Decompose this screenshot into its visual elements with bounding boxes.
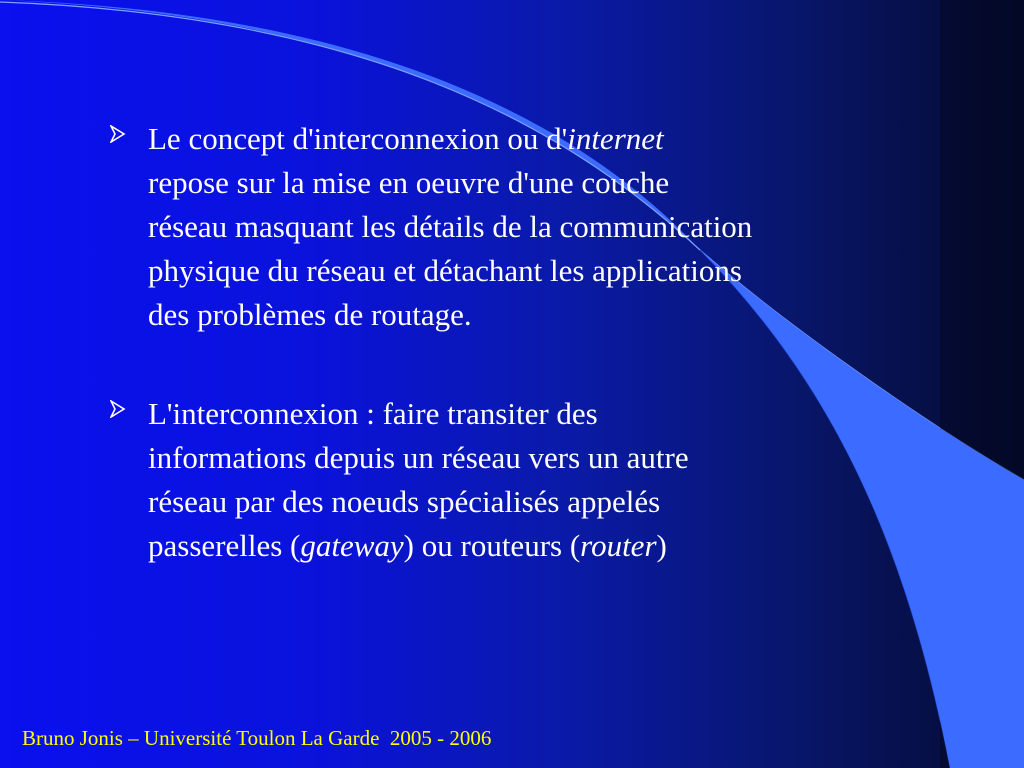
text-run: ) <box>656 528 667 563</box>
text-line: L'interconnexion : faire transiter des <box>148 396 598 431</box>
bullet-text-1 <box>148 117 910 337</box>
text-line: réseau par des noeuds spécialisés appelés <box>148 484 661 519</box>
footer-credit: Bruno Jonis – Université Toulon La Garde 2005 - 2006 <box>22 726 492 750</box>
italic-term: internet <box>567 121 664 156</box>
bullet-item-1 <box>110 117 910 337</box>
text-line: informations depuis un réseau vers un autre <box>148 440 689 475</box>
italic-term: gateway <box>300 528 404 563</box>
text-run: ) ou routeurs ( <box>403 528 581 563</box>
text-line: repose sur la mise en oeuvre d'une couche <box>148 165 670 200</box>
text-line: réseau masquant les détails de la communication <box>148 209 753 244</box>
arrow-bullet-icon <box>110 400 126 418</box>
text-line <box>148 524 910 568</box>
text-line <box>148 117 910 161</box>
text-line: des problèmes de routage. <box>148 297 472 332</box>
text-run: Le concept d'interconnexion ou d' <box>148 121 568 156</box>
text-run: passerelles ( <box>148 528 301 563</box>
bullet-text-2 <box>148 392 910 568</box>
text-line: physique du réseau et détachant les applications <box>148 253 742 288</box>
italic-term: router <box>580 528 657 563</box>
bullet-item-2 <box>110 392 910 568</box>
arrow-bullet-icon <box>110 125 126 143</box>
